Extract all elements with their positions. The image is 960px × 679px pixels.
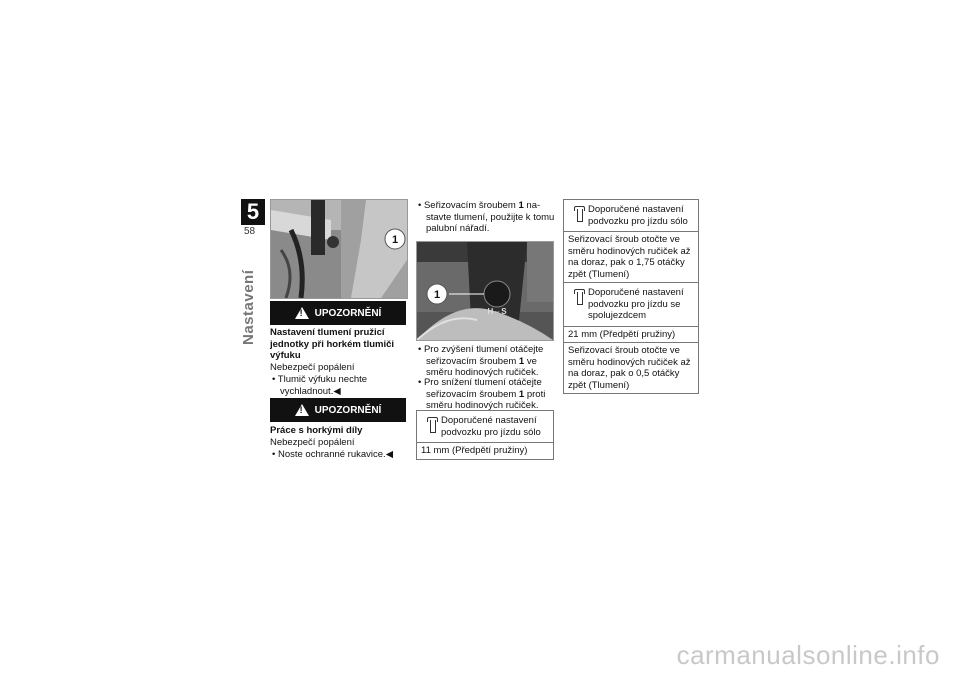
tool-icon bbox=[574, 206, 584, 222]
spec-value: 21 mm (Předpětí pružiny) bbox=[564, 326, 698, 343]
warning-label: UPOZORNĚNÍ bbox=[314, 404, 382, 416]
warning-bar-1 bbox=[270, 301, 406, 325]
spec-value: 11 mm (Předpětí pružiny) bbox=[417, 442, 553, 459]
spec-heading: Doporučené nastavení podvozku pro jízdu sólo bbox=[588, 204, 688, 227]
tool-icon bbox=[574, 289, 584, 305]
chapter-title: Nastavení bbox=[240, 269, 257, 345]
spec-heading: Doporučené nastavení podvozku pro jízdu se spolujezdcem bbox=[588, 287, 684, 321]
tool-icon bbox=[427, 417, 437, 433]
spec-heading: Doporučené nastavení podvozku pro jízdu sólo bbox=[441, 415, 541, 438]
instruction-bullet: • Seřizovacím šroubem 1 na-stavte tlumení, použijte k tomu palubní nářadí. bbox=[418, 200, 555, 234]
chapter-number: 5 bbox=[241, 199, 265, 225]
warning-triangle-icon bbox=[295, 307, 309, 319]
suspension-photo bbox=[270, 199, 408, 299]
warning-title: Práce s horkými díly bbox=[270, 425, 363, 436]
spec-box bbox=[563, 199, 699, 283]
spec-box bbox=[416, 410, 554, 460]
adjuster-label: H⇔S bbox=[487, 307, 507, 316]
adjuster-photo bbox=[416, 241, 554, 341]
instruction-bullet: • Pro zvýšení tlumení otáčejte seřizovacím šroubem 1 ve směru hodinových ručiček. bbox=[418, 344, 544, 378]
warning-triangle-icon bbox=[295, 404, 309, 416]
warning-text: Nebezpečí popálení bbox=[270, 437, 355, 448]
callout-1: 1 bbox=[391, 234, 399, 246]
spec-value: Seřizovací šroub otočte ve směru hodinových ručiček až na doraz, pak o 1,75 otáčky zpět (Tlumení) bbox=[564, 231, 698, 282]
page-number: 58 bbox=[244, 226, 256, 237]
callout-1: 1 bbox=[433, 289, 441, 301]
warning-text: Nebezpečí popálení bbox=[270, 362, 355, 373]
watermark: carmanualsonline.info bbox=[676, 640, 940, 670]
spec-value: Seřizovací šroub otočte ve směru hodinových ručiček až na doraz, pak o 0,5 otáčky zpět (Tlumení) bbox=[564, 342, 698, 393]
instruction-bullet: • Pro snížení tlumení otáčejte seřizovacím šroubem 1 proti směru hodinových ručiček. bbox=[418, 377, 546, 411]
warning-title: Nastavení tlumení pružicí jednotky při horkém tlumiči výfuku bbox=[270, 327, 395, 361]
warning-bullet: • Tlumič výfuku nechte vychladnout.◀ bbox=[272, 374, 368, 397]
warning-label: UPOZORNĚNÍ bbox=[314, 307, 382, 319]
warning-bullet: • Noste ochranné rukavice.◀ bbox=[272, 449, 393, 460]
spec-box bbox=[563, 282, 699, 394]
warning-bar-2 bbox=[270, 398, 406, 422]
